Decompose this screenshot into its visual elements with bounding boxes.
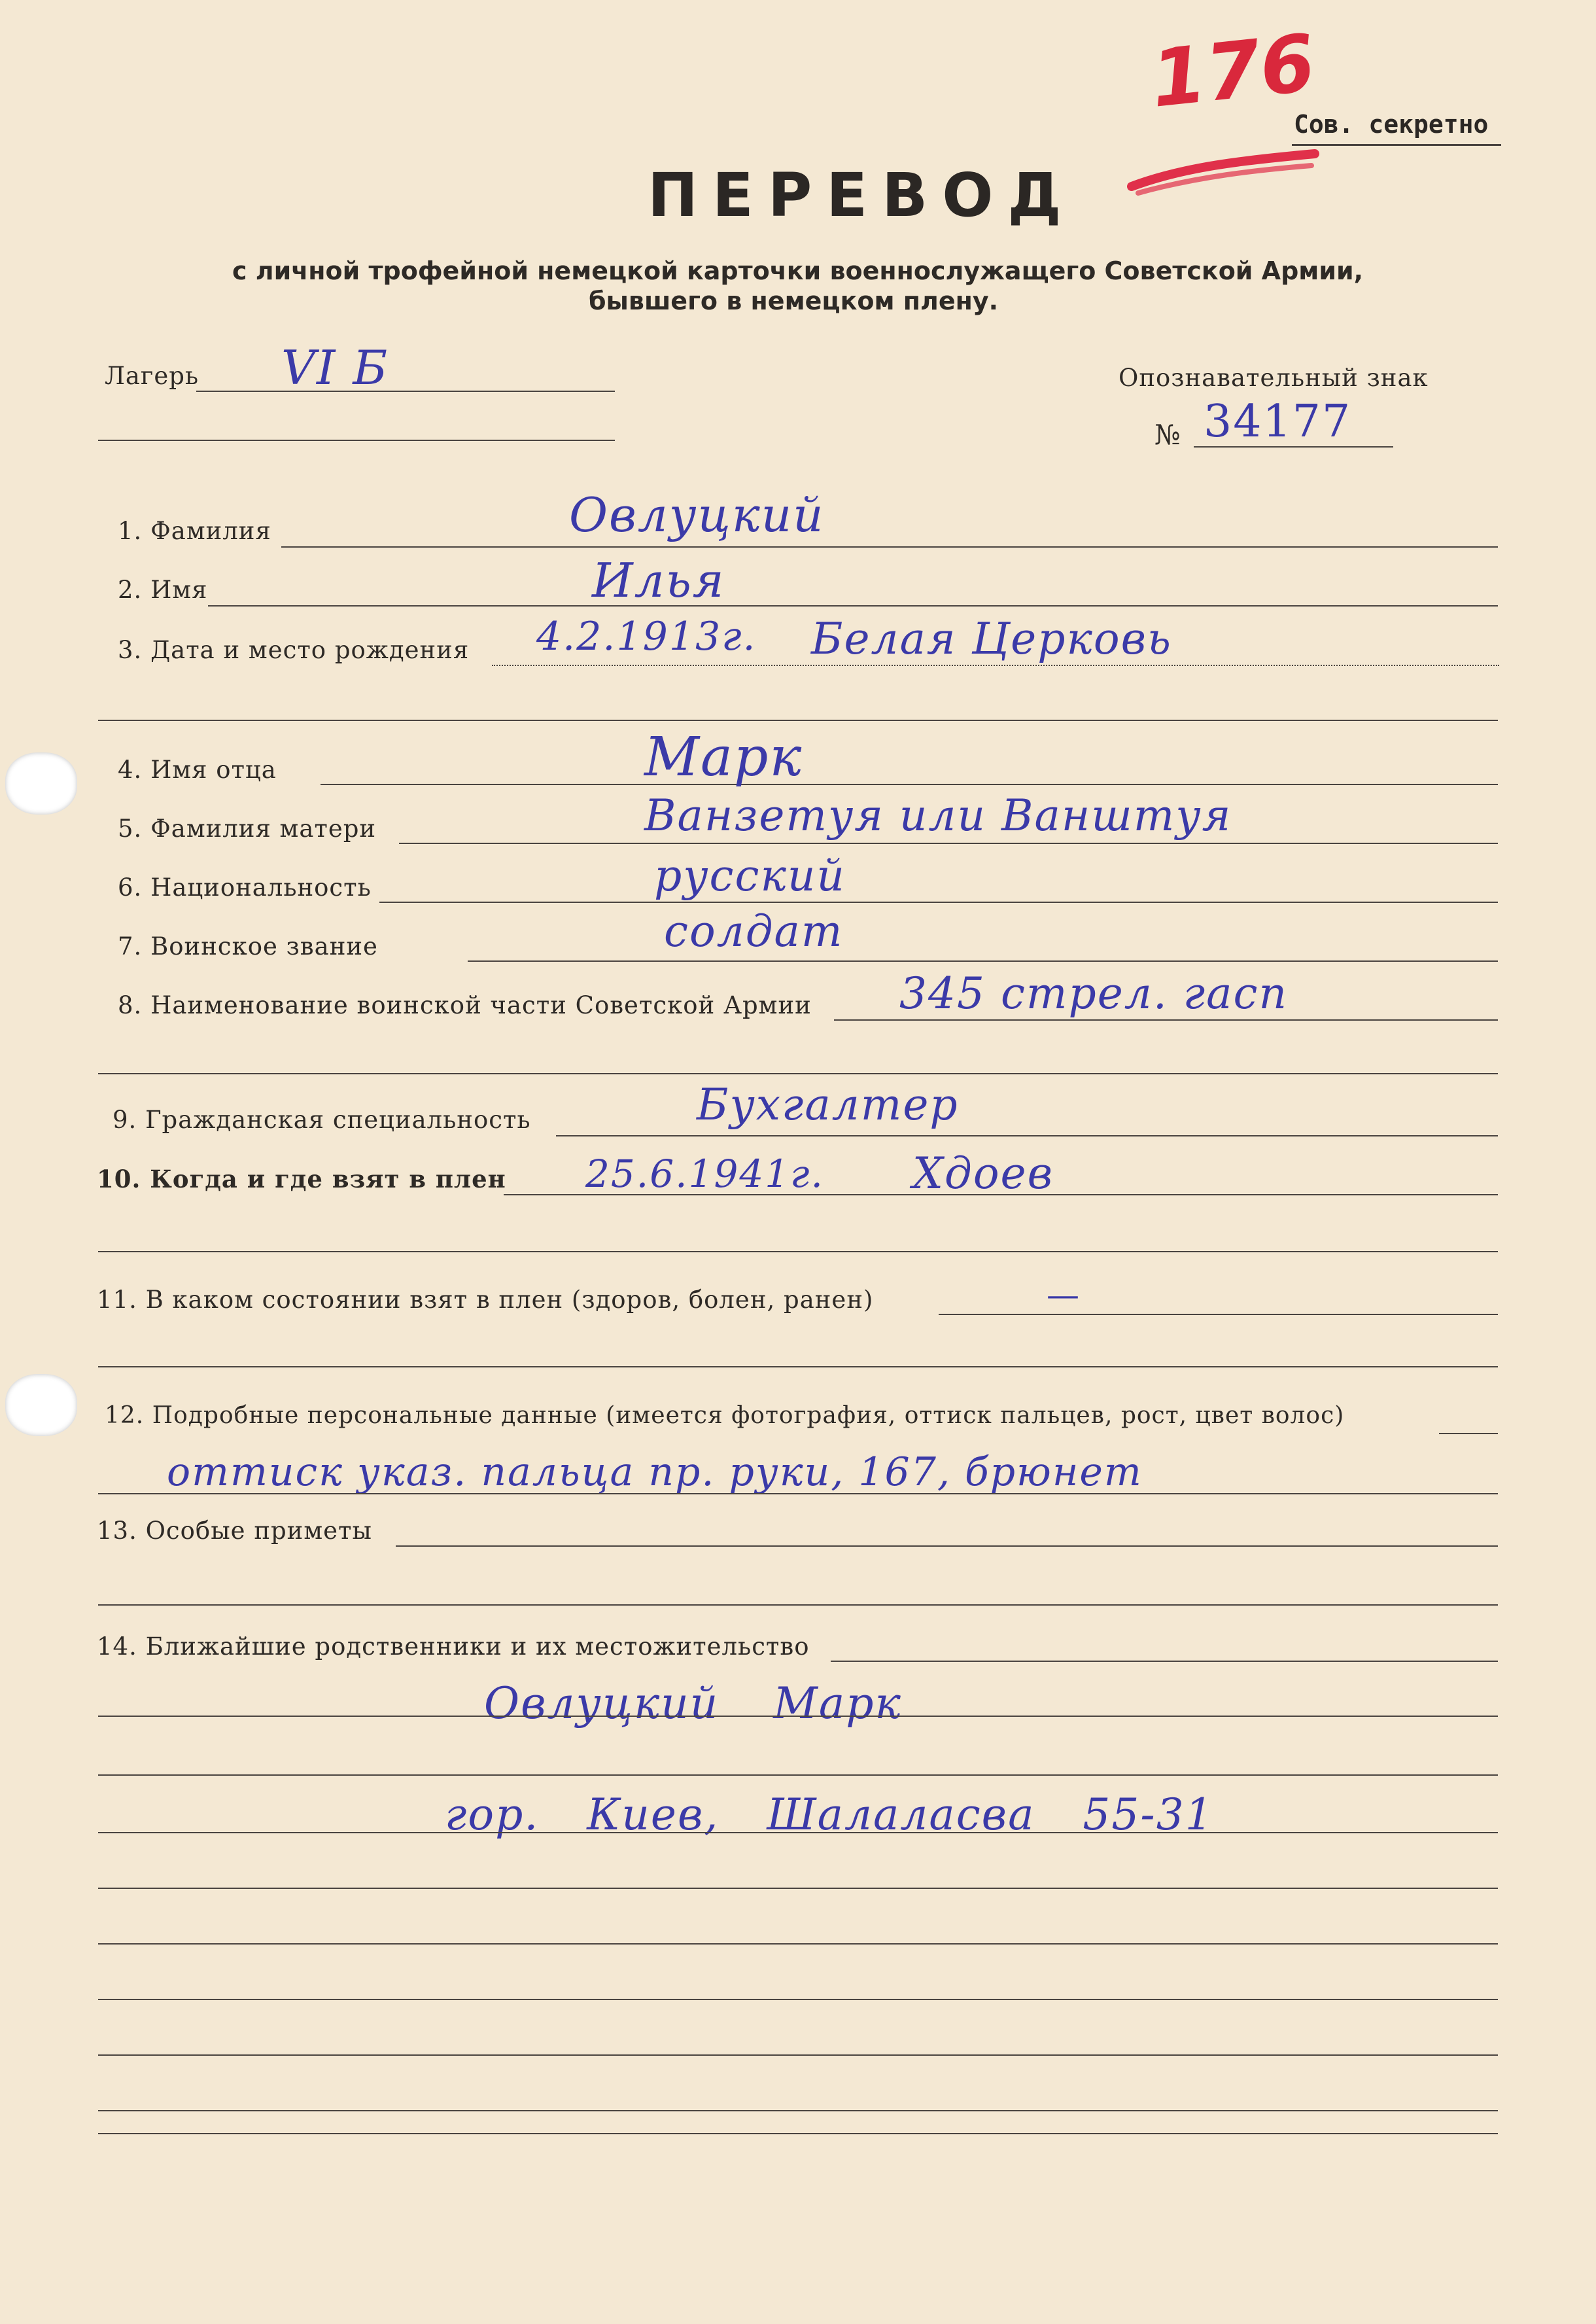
field-14-value-line-2: гор. Киев, Шалаласва 55-31 xyxy=(445,1789,1214,1840)
field-10-date: 25.6.1941г. xyxy=(585,1152,824,1196)
field-5-label: 5. Фамилия матери xyxy=(118,815,377,843)
field-2-label: 2. Имя xyxy=(118,576,208,604)
field-3-line-2 xyxy=(98,720,1498,721)
id-tag-value: 34177 xyxy=(1204,396,1352,448)
field-13-label: 13. Особые приметы xyxy=(97,1517,372,1545)
punch-hole-top xyxy=(5,752,77,815)
field-2-value: Илья xyxy=(592,553,725,608)
field-14-label: 14. Ближайшие родственники и их местожительство xyxy=(97,1632,810,1661)
blank-line xyxy=(98,2110,1498,2111)
document-title: ПЕРЕВОД xyxy=(648,160,1076,230)
field-6-label: 6. Национальность xyxy=(118,873,372,902)
blank-line xyxy=(98,2133,1498,2134)
red-underline-mark xyxy=(1125,141,1321,200)
field-11-label: 11. В каком состоянии взят в плен (здоров, болен, ранен) xyxy=(97,1286,874,1314)
field-7-line xyxy=(468,960,1498,962)
blank-line xyxy=(98,1999,1498,2000)
camp-value: VI Б xyxy=(281,340,389,395)
blank-line xyxy=(98,1943,1498,1945)
field-13-line xyxy=(396,1545,1498,1547)
field-10-place: Хдоев xyxy=(912,1148,1054,1199)
subtitle-line-1: с личной трофейной немецкой карточки военнослужащего Советской Армии, xyxy=(232,256,1364,285)
camp-line-2 xyxy=(98,440,615,441)
field-14-line-2 xyxy=(98,1716,1498,1717)
field-9-line xyxy=(556,1135,1498,1136)
field-1-label: 1. Фамилия xyxy=(118,517,271,545)
field-14-line-3 xyxy=(98,1774,1498,1776)
id-tag-line xyxy=(1194,446,1393,448)
subtitle-line-2: бывшего в немецком плену. xyxy=(589,287,999,315)
field-12-line-2 xyxy=(98,1493,1498,1494)
field-5-value: Ванзетуя или Ванштуя xyxy=(644,790,1232,841)
camp-label: Лагерь xyxy=(105,362,200,390)
field-11-value: — xyxy=(1047,1276,1081,1314)
field-3-place: Белая Церковь xyxy=(811,614,1172,664)
punch-hole-bottom xyxy=(5,1374,77,1436)
field-8-label: 8. Наименование воинской части Советской Армии xyxy=(118,991,812,1019)
blank-line xyxy=(98,1888,1498,1889)
field-6-value: русский xyxy=(654,851,846,901)
field-8-line-2 xyxy=(98,1073,1498,1074)
field-14-line xyxy=(831,1661,1498,1662)
field-6-line xyxy=(379,902,1498,903)
field-3-label: 3. Дата и место рождения xyxy=(118,636,470,664)
field-14-line-4 xyxy=(98,1832,1498,1833)
archive-number: 176 xyxy=(1147,18,1320,126)
field-13-line-2 xyxy=(98,1604,1498,1606)
field-10-line-2 xyxy=(98,1251,1498,1252)
field-3-line xyxy=(492,665,1499,666)
field-10-label: 10. Когда и где взят в плен xyxy=(97,1165,506,1193)
field-8-line xyxy=(834,1019,1498,1021)
field-4-line xyxy=(321,784,1498,785)
field-5-line xyxy=(399,843,1498,844)
field-12-value: оттиск указ. пальца пр. руки, 167, брюнет xyxy=(167,1449,1143,1495)
field-4-value: Марк xyxy=(644,726,803,788)
field-4-label: 4. Имя отца xyxy=(118,756,277,784)
field-1-line xyxy=(281,546,1498,548)
field-12-label: 12. Подробные персональные данные (имеется фотография, оттиск пальцев, рост, цвет волос) xyxy=(105,1402,1345,1429)
field-12-line xyxy=(1439,1433,1498,1434)
field-11-line-2 xyxy=(98,1366,1498,1367)
field-3-date: 4.2.1913г. xyxy=(536,614,757,660)
id-tag-label: Опознавательный знак xyxy=(1119,364,1429,392)
field-11-line xyxy=(939,1314,1498,1315)
field-1-value: Овлуцкий xyxy=(569,487,825,542)
field-8-value: 345 стрел. гасп xyxy=(899,968,1288,1019)
field-7-label: 7. Воинское звание xyxy=(118,932,378,960)
id-tag-prefix: № xyxy=(1154,419,1181,451)
classification-underline xyxy=(1292,144,1501,146)
field-7-value: солдат xyxy=(664,906,844,957)
camp-line xyxy=(196,391,615,392)
classification-stamp: Сов. секретно xyxy=(1294,110,1489,139)
field-14-value-line-1: Овлуцкий Марк xyxy=(484,1678,902,1729)
field-9-label: 9. Гражданская специальность xyxy=(113,1106,531,1134)
field-2-line xyxy=(208,605,1498,607)
blank-line xyxy=(98,2054,1498,2056)
field-9-value: Бухгалтер xyxy=(697,1080,959,1130)
